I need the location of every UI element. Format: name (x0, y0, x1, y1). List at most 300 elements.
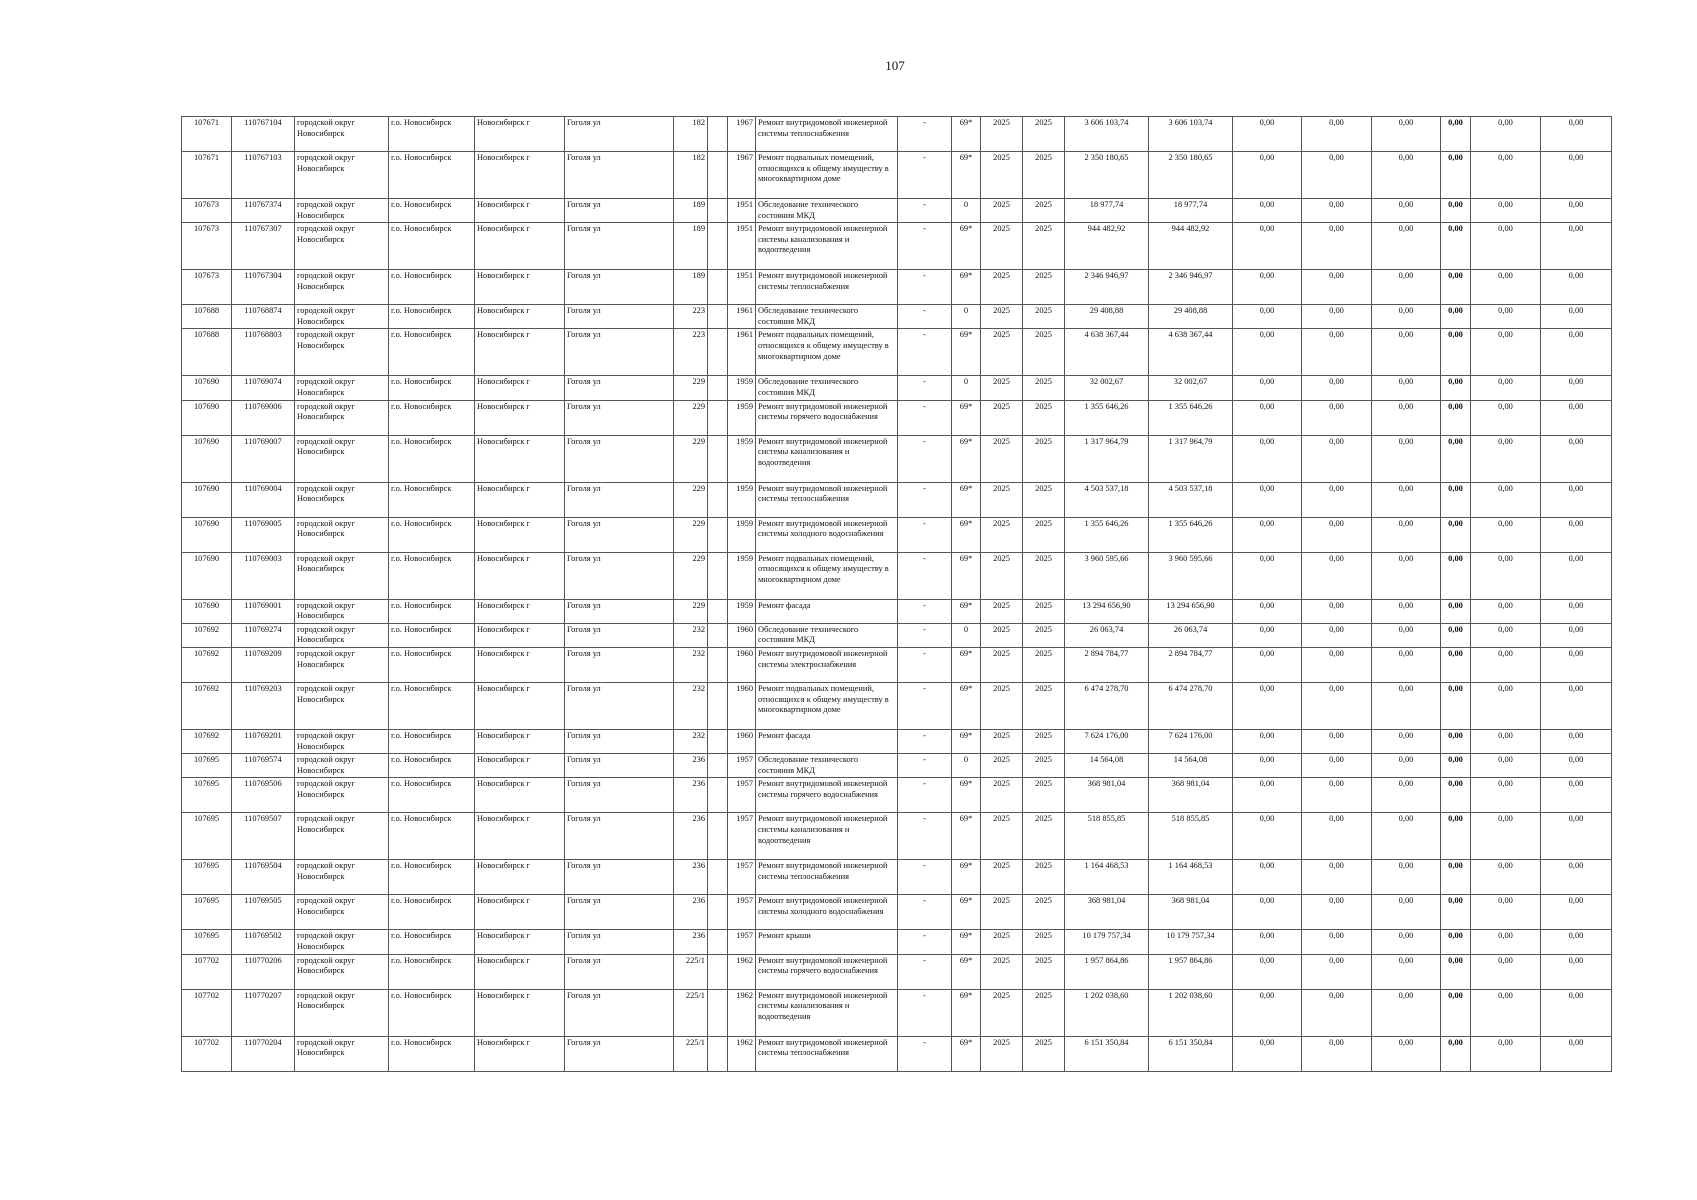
cell-city-district: г.о. Новосибирск (389, 223, 475, 270)
cell-code: 69* (952, 599, 981, 623)
cell-street: Гоголя ул (565, 435, 674, 482)
cell-municipality: городской округ Новосибирск (295, 954, 389, 989)
cell-code: 69* (952, 1036, 981, 1071)
cell-total-cost: 14 564,08 (1065, 754, 1149, 778)
cell-owners: 0,00 (1441, 435, 1471, 482)
cell-house-id: 107690 (182, 552, 232, 599)
cell-local: 0,00 (1372, 729, 1441, 753)
cell-other: 0,00 (1471, 1036, 1541, 1071)
cell-settlement: Новосибирск г (475, 954, 565, 989)
cell-year-end: 2025 (1023, 482, 1065, 517)
cell-year-end: 2025 (1023, 860, 1065, 895)
cell-year-built: 1957 (728, 813, 756, 860)
cell-year-end: 2025 (1023, 552, 1065, 599)
cell-work-type: Обследование технического состояния МКД (756, 305, 898, 329)
cell-code: 69* (952, 954, 981, 989)
cell-house-id: 107673 (182, 199, 232, 223)
cell-regional: 0,00 (1302, 954, 1372, 989)
cell-reserve: 0,00 (1541, 482, 1612, 517)
cell-municipality: городской округ Новосибирск (295, 435, 389, 482)
cell-street: Гоголя ул (565, 1036, 674, 1071)
cell-reserve: 0,00 (1541, 623, 1612, 647)
cell-city-district: г.о. Новосибирск (389, 989, 475, 1036)
cell-owners: 0,00 (1441, 599, 1471, 623)
cell-owners: 0,00 (1441, 517, 1471, 552)
cell-settlement: Новосибирск г (475, 152, 565, 199)
cell-code: 0 (952, 199, 981, 223)
cell-regional: 0,00 (1302, 270, 1372, 305)
cell-building (708, 954, 728, 989)
cell-year-start: 2025 (981, 930, 1023, 954)
cell-year-built: 1959 (728, 435, 756, 482)
cell-dash: - (898, 954, 952, 989)
cell-year-built: 1957 (728, 860, 756, 895)
cell-street: Гоголя ул (565, 305, 674, 329)
cell-settlement: Новосибирск г (475, 599, 565, 623)
cell-house-number: 189 (674, 270, 708, 305)
cell-municipality: городской округ Новосибирск (295, 270, 389, 305)
cell-settlement: Новосибирск г (475, 517, 565, 552)
cell-dash: - (898, 482, 952, 517)
cell-federal: 0,00 (1233, 376, 1302, 400)
cell-total-cost: 4 638 367,44 (1065, 329, 1149, 376)
cell-street: Гоголя ул (565, 482, 674, 517)
cell-building (708, 305, 728, 329)
cell-total-cost: 518 855,85 (1065, 813, 1149, 860)
cell-municipality: городской округ Новосибирск (295, 895, 389, 930)
cell-fund-cost: 32 002,67 (1149, 376, 1233, 400)
cell-year-start: 2025 (981, 117, 1023, 152)
cell-reserve: 0,00 (1541, 682, 1612, 729)
cell-regional: 0,00 (1302, 813, 1372, 860)
cell-year-start: 2025 (981, 223, 1023, 270)
cell-building (708, 860, 728, 895)
cell-total-cost: 1 355 646,26 (1065, 400, 1149, 435)
cell-house-number: 232 (674, 682, 708, 729)
cell-settlement: Новосибирск г (475, 860, 565, 895)
cell-building (708, 682, 728, 729)
cell-owners: 0,00 (1441, 623, 1471, 647)
cell-code: 69* (952, 989, 981, 1036)
cell-house-number: 229 (674, 400, 708, 435)
cell-other: 0,00 (1471, 860, 1541, 895)
cell-year-end: 2025 (1023, 989, 1065, 1036)
cell-building (708, 1036, 728, 1071)
cell-municipality: городской округ Новосибирск (295, 376, 389, 400)
cell-house-id: 107695 (182, 778, 232, 813)
cell-regional: 0,00 (1302, 552, 1372, 599)
cell-work-id: 110769001 (232, 599, 295, 623)
cell-regional: 0,00 (1302, 223, 1372, 270)
cell-municipality: городской округ Новосибирск (295, 623, 389, 647)
cell-code: 0 (952, 754, 981, 778)
cell-city-district: г.о. Новосибирск (389, 1036, 475, 1071)
cell-work-type: Ремонт крыши (756, 930, 898, 954)
cell-house-number: 229 (674, 552, 708, 599)
cell-house-id: 107690 (182, 599, 232, 623)
cell-municipality: городской округ Новосибирск (295, 223, 389, 270)
cell-local: 0,00 (1372, 754, 1441, 778)
cell-fund-cost: 18 977,74 (1149, 199, 1233, 223)
cell-reserve: 0,00 (1541, 305, 1612, 329)
cell-work-id: 110769505 (232, 895, 295, 930)
cell-year-end: 2025 (1023, 152, 1065, 199)
cell-city-district: г.о. Новосибирск (389, 482, 475, 517)
cell-street: Гоголя ул (565, 954, 674, 989)
cell-year-end: 2025 (1023, 517, 1065, 552)
cell-local: 0,00 (1372, 482, 1441, 517)
cell-reserve: 0,00 (1541, 599, 1612, 623)
table-row (182, 400, 1612, 435)
cell-work-id: 110770207 (232, 989, 295, 1036)
cell-building (708, 813, 728, 860)
cell-settlement: Новосибирск г (475, 305, 565, 329)
table-row (182, 860, 1612, 895)
cell-house-id: 107692 (182, 647, 232, 682)
cell-house-id: 107702 (182, 989, 232, 1036)
cell-owners: 0,00 (1441, 930, 1471, 954)
cell-reserve: 0,00 (1541, 860, 1612, 895)
table-row (182, 895, 1612, 930)
cell-house-id: 107671 (182, 117, 232, 152)
cell-street: Гоголя ул (565, 989, 674, 1036)
cell-work-id: 110769504 (232, 860, 295, 895)
cell-year-start: 2025 (981, 860, 1023, 895)
cell-regional: 0,00 (1302, 376, 1372, 400)
cell-total-cost: 4 503 537,18 (1065, 482, 1149, 517)
table-row (182, 954, 1612, 989)
table-row (182, 552, 1612, 599)
cell-total-cost: 1 317 964,79 (1065, 435, 1149, 482)
cell-dash: - (898, 682, 952, 729)
cell-total-cost: 6 151 350,84 (1065, 1036, 1149, 1071)
cell-reserve: 0,00 (1541, 199, 1612, 223)
cell-dash: - (898, 623, 952, 647)
cell-building (708, 152, 728, 199)
cell-total-cost: 1 202 038,60 (1065, 989, 1149, 1036)
cell-fund-cost: 368 981,04 (1149, 778, 1233, 813)
cell-work-id: 110769201 (232, 729, 295, 753)
cell-year-end: 2025 (1023, 954, 1065, 989)
cell-code: 69* (952, 223, 981, 270)
cell-code: 69* (952, 117, 981, 152)
cell-house-id: 107695 (182, 895, 232, 930)
cell-total-cost: 1 957 864,86 (1065, 954, 1149, 989)
table-row (182, 376, 1612, 400)
cell-work-type: Обследование технического состояния МКД (756, 376, 898, 400)
cell-house-number: 189 (674, 199, 708, 223)
cell-reserve: 0,00 (1541, 895, 1612, 930)
cell-total-cost: 1 355 646,26 (1065, 517, 1149, 552)
table-row (182, 754, 1612, 778)
cell-local: 0,00 (1372, 117, 1441, 152)
cell-house-number: 225/1 (674, 954, 708, 989)
cell-other: 0,00 (1471, 647, 1541, 682)
cell-fund-cost: 4 503 537,18 (1149, 482, 1233, 517)
cell-local: 0,00 (1372, 517, 1441, 552)
cell-street: Гоголя ул (565, 895, 674, 930)
cell-street: Гоголя ул (565, 754, 674, 778)
cell-owners: 0,00 (1441, 895, 1471, 930)
cell-city-district: г.о. Новосибирск (389, 517, 475, 552)
table-row (182, 778, 1612, 813)
cell-settlement: Новосибирск г (475, 729, 565, 753)
cell-other: 0,00 (1471, 400, 1541, 435)
cell-city-district: г.о. Новосибирск (389, 930, 475, 954)
cell-fund-cost: 2 350 180,65 (1149, 152, 1233, 199)
cell-total-cost: 13 294 656,90 (1065, 599, 1149, 623)
cell-fund-cost: 6 474 278,70 (1149, 682, 1233, 729)
cell-other: 0,00 (1471, 329, 1541, 376)
cell-building (708, 117, 728, 152)
cell-dash: - (898, 270, 952, 305)
cell-code: 0 (952, 623, 981, 647)
cell-year-end: 2025 (1023, 623, 1065, 647)
cell-house-id: 107692 (182, 623, 232, 647)
cell-year-start: 2025 (981, 954, 1023, 989)
cell-other: 0,00 (1471, 305, 1541, 329)
cell-settlement: Новосибирск г (475, 754, 565, 778)
cell-total-cost: 3 960 595,66 (1065, 552, 1149, 599)
cell-owners: 0,00 (1441, 400, 1471, 435)
cell-fund-cost: 13 294 656,90 (1149, 599, 1233, 623)
cell-building (708, 895, 728, 930)
cell-code: 69* (952, 152, 981, 199)
cell-year-end: 2025 (1023, 813, 1065, 860)
cell-regional: 0,00 (1302, 305, 1372, 329)
cell-house-id: 107690 (182, 517, 232, 552)
cell-fund-cost: 2 346 946,97 (1149, 270, 1233, 305)
cell-year-start: 2025 (981, 729, 1023, 753)
cell-total-cost: 10 179 757,34 (1065, 930, 1149, 954)
cell-total-cost: 1 164 468,53 (1065, 860, 1149, 895)
table-body (182, 117, 1612, 1072)
cell-regional: 0,00 (1302, 152, 1372, 199)
cell-reserve: 0,00 (1541, 778, 1612, 813)
cell-local: 0,00 (1372, 552, 1441, 599)
cell-work-type: Ремонт внутридомовой инженерной системы горячего водоснабжения (756, 400, 898, 435)
cell-year-start: 2025 (981, 682, 1023, 729)
cell-local: 0,00 (1372, 400, 1441, 435)
cell-dash: - (898, 813, 952, 860)
cell-dash: - (898, 305, 952, 329)
cell-city-district: г.о. Новосибирск (389, 599, 475, 623)
cell-local: 0,00 (1372, 647, 1441, 682)
cell-federal: 0,00 (1233, 482, 1302, 517)
cell-street: Гоголя ул (565, 552, 674, 599)
cell-owners: 0,00 (1441, 117, 1471, 152)
cell-other: 0,00 (1471, 517, 1541, 552)
cell-settlement: Новосибирск г (475, 400, 565, 435)
cell-other: 0,00 (1471, 989, 1541, 1036)
cell-year-end: 2025 (1023, 270, 1065, 305)
cell-house-id: 107690 (182, 435, 232, 482)
cell-total-cost: 2 894 784,77 (1065, 647, 1149, 682)
cell-work-type: Ремонт внутридомовой инженерной системы холодного водоснабжения (756, 895, 898, 930)
cell-code: 69* (952, 778, 981, 813)
cell-federal: 0,00 (1233, 682, 1302, 729)
cell-year-start: 2025 (981, 813, 1023, 860)
cell-code: 0 (952, 305, 981, 329)
cell-settlement: Новосибирск г (475, 682, 565, 729)
cell-building (708, 270, 728, 305)
cell-federal: 0,00 (1233, 435, 1302, 482)
cell-dash: - (898, 895, 952, 930)
cell-regional: 0,00 (1302, 860, 1372, 895)
cell-house-number: 223 (674, 329, 708, 376)
cell-city-district: г.о. Новосибирск (389, 400, 475, 435)
cell-settlement: Новосибирск г (475, 552, 565, 599)
cell-house-number: 236 (674, 813, 708, 860)
cell-fund-cost: 1 164 468,53 (1149, 860, 1233, 895)
table-row (182, 152, 1612, 199)
cell-total-cost: 944 482,92 (1065, 223, 1149, 270)
cell-year-start: 2025 (981, 305, 1023, 329)
cell-building (708, 223, 728, 270)
cell-total-cost: 26 063,74 (1065, 623, 1149, 647)
cell-year-built: 1959 (728, 482, 756, 517)
cell-house-number: 229 (674, 376, 708, 400)
cell-local: 0,00 (1372, 623, 1441, 647)
cell-work-id: 110769574 (232, 754, 295, 778)
cell-city-district: г.о. Новосибирск (389, 682, 475, 729)
cell-other: 0,00 (1471, 435, 1541, 482)
cell-work-type: Ремонт фасада (756, 599, 898, 623)
cell-house-id: 107673 (182, 223, 232, 270)
cell-house-id: 107690 (182, 400, 232, 435)
cell-year-start: 2025 (981, 329, 1023, 376)
cell-street: Гоголя ул (565, 623, 674, 647)
cell-reserve: 0,00 (1541, 989, 1612, 1036)
cell-building (708, 199, 728, 223)
cell-year-start: 2025 (981, 552, 1023, 599)
cell-total-cost: 29 408,88 (1065, 305, 1149, 329)
cell-code: 69* (952, 930, 981, 954)
cell-regional: 0,00 (1302, 989, 1372, 1036)
cell-work-type: Ремонт подвальных помещений, относящихся к общему имуществу в многоквартирном доме (756, 329, 898, 376)
cell-city-district: г.о. Новосибирск (389, 152, 475, 199)
cell-municipality: городской округ Новосибирск (295, 813, 389, 860)
cell-work-type: Ремонт внутридомовой инженерной системы теплоснабжения (756, 482, 898, 517)
cell-other: 0,00 (1471, 223, 1541, 270)
cell-city-district: г.о. Новосибирск (389, 895, 475, 930)
cell-owners: 0,00 (1441, 813, 1471, 860)
cell-year-start: 2025 (981, 435, 1023, 482)
cell-year-built: 1959 (728, 552, 756, 599)
cell-other: 0,00 (1471, 813, 1541, 860)
table-row (182, 270, 1612, 305)
cell-code: 69* (952, 860, 981, 895)
cell-owners: 0,00 (1441, 482, 1471, 517)
cell-federal: 0,00 (1233, 329, 1302, 376)
cell-dash: - (898, 376, 952, 400)
cell-dash: - (898, 930, 952, 954)
cell-owners: 0,00 (1441, 954, 1471, 989)
cell-owners: 0,00 (1441, 1036, 1471, 1071)
cell-regional: 0,00 (1302, 1036, 1372, 1071)
cell-city-district: г.о. Новосибирск (389, 754, 475, 778)
cell-work-id: 110767304 (232, 270, 295, 305)
cell-municipality: городской округ Новосибирск (295, 199, 389, 223)
cell-municipality: городской округ Новосибирск (295, 860, 389, 895)
cell-local: 0,00 (1372, 270, 1441, 305)
cell-building (708, 517, 728, 552)
cell-fund-cost: 1 957 864,86 (1149, 954, 1233, 989)
cell-municipality: городской округ Новосибирск (295, 729, 389, 753)
cell-reserve: 0,00 (1541, 552, 1612, 599)
cell-work-type: Обследование технического состояния МКД (756, 199, 898, 223)
cell-house-number: 225/1 (674, 989, 708, 1036)
cell-work-type: Ремонт внутридомовой инженерной системы канализования и водоотведения (756, 435, 898, 482)
cell-municipality: городской округ Новосибирск (295, 754, 389, 778)
cell-regional: 0,00 (1302, 117, 1372, 152)
cell-dash: - (898, 599, 952, 623)
cell-local: 0,00 (1372, 682, 1441, 729)
cell-work-type: Ремонт внутридомовой инженерной системы теплоснабжения (756, 117, 898, 152)
cell-year-start: 2025 (981, 623, 1023, 647)
cell-federal: 0,00 (1233, 623, 1302, 647)
cell-reserve: 0,00 (1541, 376, 1612, 400)
cell-year-end: 2025 (1023, 778, 1065, 813)
cell-year-built: 1962 (728, 1036, 756, 1071)
cell-owners: 0,00 (1441, 199, 1471, 223)
cell-fund-cost: 944 482,92 (1149, 223, 1233, 270)
cell-year-start: 2025 (981, 400, 1023, 435)
cell-work-id: 110767374 (232, 199, 295, 223)
cell-work-type: Ремонт внутридомовой инженерной системы теплоснабжения (756, 1036, 898, 1071)
cell-dash: - (898, 552, 952, 599)
cell-work-id: 110770206 (232, 954, 295, 989)
cell-municipality: городской округ Новосибирск (295, 400, 389, 435)
cell-total-cost: 6 474 278,70 (1065, 682, 1149, 729)
cell-regional: 0,00 (1302, 199, 1372, 223)
cell-local: 0,00 (1372, 813, 1441, 860)
cell-federal: 0,00 (1233, 552, 1302, 599)
cell-total-cost: 368 981,04 (1065, 895, 1149, 930)
cell-dash: - (898, 647, 952, 682)
cell-house-id: 107702 (182, 1036, 232, 1071)
cell-settlement: Новосибирск г (475, 223, 565, 270)
cell-local: 0,00 (1372, 329, 1441, 376)
cell-building (708, 482, 728, 517)
cell-work-type: Ремонт внутридомовой инженерной системы канализования и водоотведения (756, 223, 898, 270)
cell-year-start: 2025 (981, 754, 1023, 778)
cell-year-built: 1962 (728, 989, 756, 1036)
cell-code: 69* (952, 517, 981, 552)
cell-year-start: 2025 (981, 152, 1023, 199)
cell-year-start: 2025 (981, 199, 1023, 223)
cell-work-id: 110769074 (232, 376, 295, 400)
cell-year-end: 2025 (1023, 1036, 1065, 1071)
cell-building (708, 435, 728, 482)
cell-reserve: 0,00 (1541, 813, 1612, 860)
cell-year-built: 1959 (728, 400, 756, 435)
cell-building (708, 729, 728, 753)
cell-fund-cost: 1 317 964,79 (1149, 435, 1233, 482)
cell-municipality: городской округ Новосибирск (295, 930, 389, 954)
cell-work-id: 110769507 (232, 813, 295, 860)
cell-settlement: Новосибирск г (475, 647, 565, 682)
cell-owners: 0,00 (1441, 778, 1471, 813)
cell-work-id: 110769209 (232, 647, 295, 682)
cell-reserve: 0,00 (1541, 930, 1612, 954)
cell-work-id: 110767104 (232, 117, 295, 152)
cell-year-end: 2025 (1023, 682, 1065, 729)
cell-dash: - (898, 778, 952, 813)
cell-owners: 0,00 (1441, 860, 1471, 895)
cell-work-id: 110768803 (232, 329, 295, 376)
work-plan-table-container (181, 116, 1611, 1072)
